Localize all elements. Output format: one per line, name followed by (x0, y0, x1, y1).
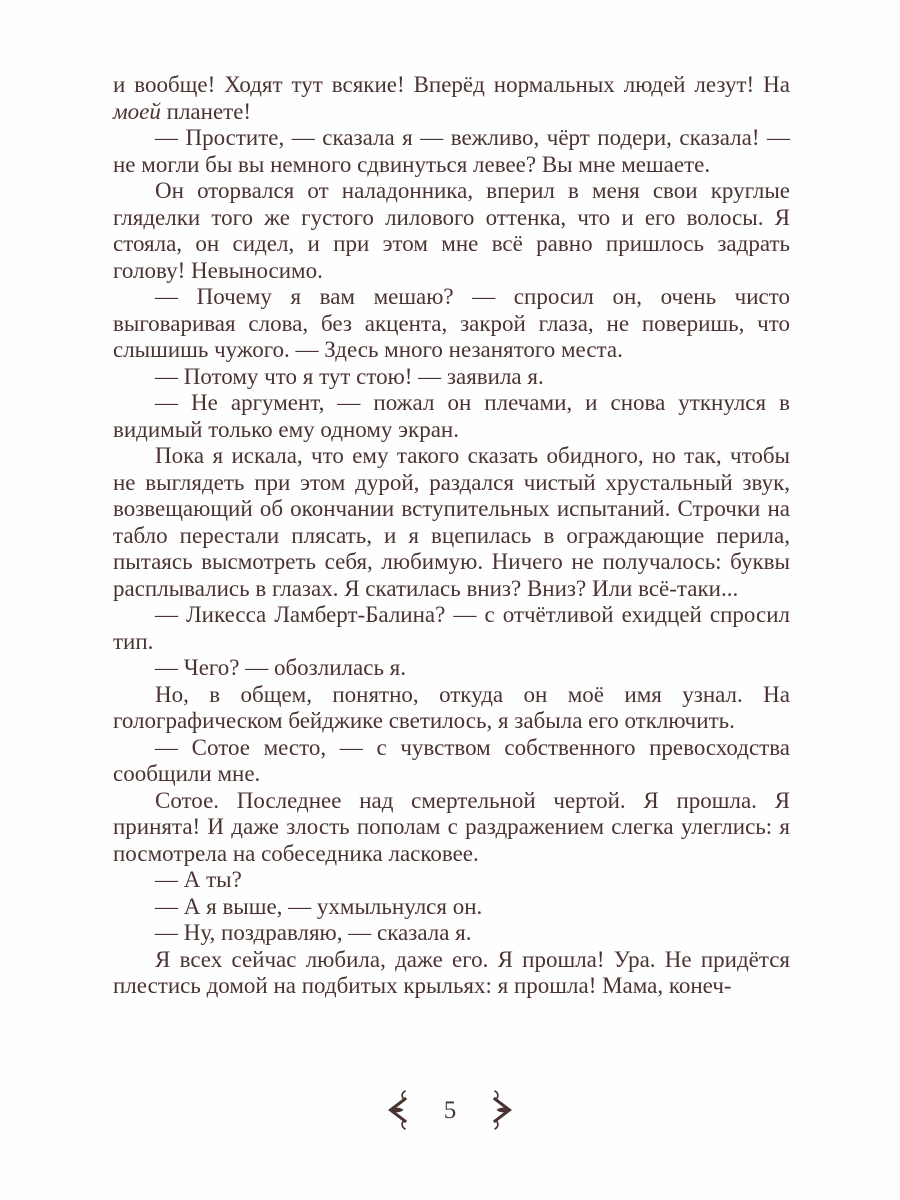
text-run: планете! (160, 98, 252, 124)
text-run: — Простите, — сказала я — вежливо, чёрт подери, сказала! — не могли бы вы немного сдвинуться левее? Вы мне мешаете. (113, 125, 790, 177)
paragraph (113, 947, 790, 1000)
text-run: и вообще! Ходят тут всякие! Вперёд нормальных людей лезут! На (113, 72, 790, 97)
italic-text-run: моей (113, 98, 161, 124)
left-arrow-fleuron-icon (383, 1089, 410, 1131)
page-number: 5 (443, 1096, 457, 1124)
paragraph (113, 894, 790, 921)
paragraph (113, 920, 790, 947)
paragraph (113, 655, 790, 682)
text-run: — А ты? (155, 867, 242, 892)
text-run: — А я выше, — ухмыльнулся он. (155, 893, 483, 919)
text-run: — Потому что я тут стою! — заявила я. (155, 363, 544, 389)
text-run: Он оторвался от наладонника, вперил в меня свои круглые гляделки того же густого лилового оттенка, что и его волосы. Я стояла, он сидел, и при этом мне всё равно пришлось задрать голову! Невыносимо. (113, 178, 790, 283)
paragraph (113, 178, 790, 284)
text-run: — Ликесса Ламберт-Балина? — с отчётливой ехидцей спросил тип. (113, 602, 790, 654)
paragraph (113, 390, 790, 443)
text-run: Сотое. Последнее над смертельной чертой. Я прошла. Я принята! И даже злость пополам с раздражением слегка улеглись: я посмотрела на собеседника ласковее. (113, 787, 790, 866)
page-footer (0, 1086, 900, 1134)
text-block (113, 72, 790, 1000)
text-run: — Сотое место, — с чувством собственного превосходства сообщили мне. (113, 734, 790, 786)
paragraph (113, 735, 790, 788)
paragraph (113, 364, 790, 391)
paragraph (113, 72, 790, 125)
text-run: — Почему я вам мешаю? — спросил он, очень чисто выговаривая слова, без акцента, закрой глаза, не поверишь, что слышишь чужого. — Здесь много незанятого места. (113, 284, 790, 362)
paragraph (113, 125, 790, 178)
paragraph (113, 682, 790, 735)
right-arrow-fleuron-icon (490, 1089, 517, 1131)
text-run: — Чего? — обозлилась я. (155, 655, 407, 680)
paragraph (113, 443, 790, 602)
paragraph (113, 788, 790, 868)
text-run: — Ну, поздравляю, — сказала я. (155, 920, 472, 945)
text-run: Пока я искала, что ему такого сказать обидного, но так, чтобы не выглядеть при этом дурой, раздался чистый хрустальный звук, возвещающий об окончании вступительных испытаний. Строчки на табло перестали плясать, и я вцепилась в ограждающие перила, пытаясь высмотреть себя, любимую. Ничего не получалось: буквы расплывались в глазах. Я скатилась вниз? Вниз? Или всё-таки... (113, 443, 790, 601)
text-run: Но, в общем, понятно, откуда он моё имя узнал. На голографическом бейджике светилось, я забыла его отключить. (113, 681, 790, 733)
paragraph (113, 867, 790, 894)
text-run: Я всех сейчас любила, даже его. Я прошла! Ура. Не придётся плестись домой на подбитых крыльях: я прошла! Мама, конеч- (113, 946, 790, 998)
paragraph (113, 284, 790, 364)
text-run: — Не аргумент, — пожал он плечами, и снова уткнулся в видимый только ему одному экран. (113, 390, 790, 442)
paragraph (113, 602, 790, 655)
